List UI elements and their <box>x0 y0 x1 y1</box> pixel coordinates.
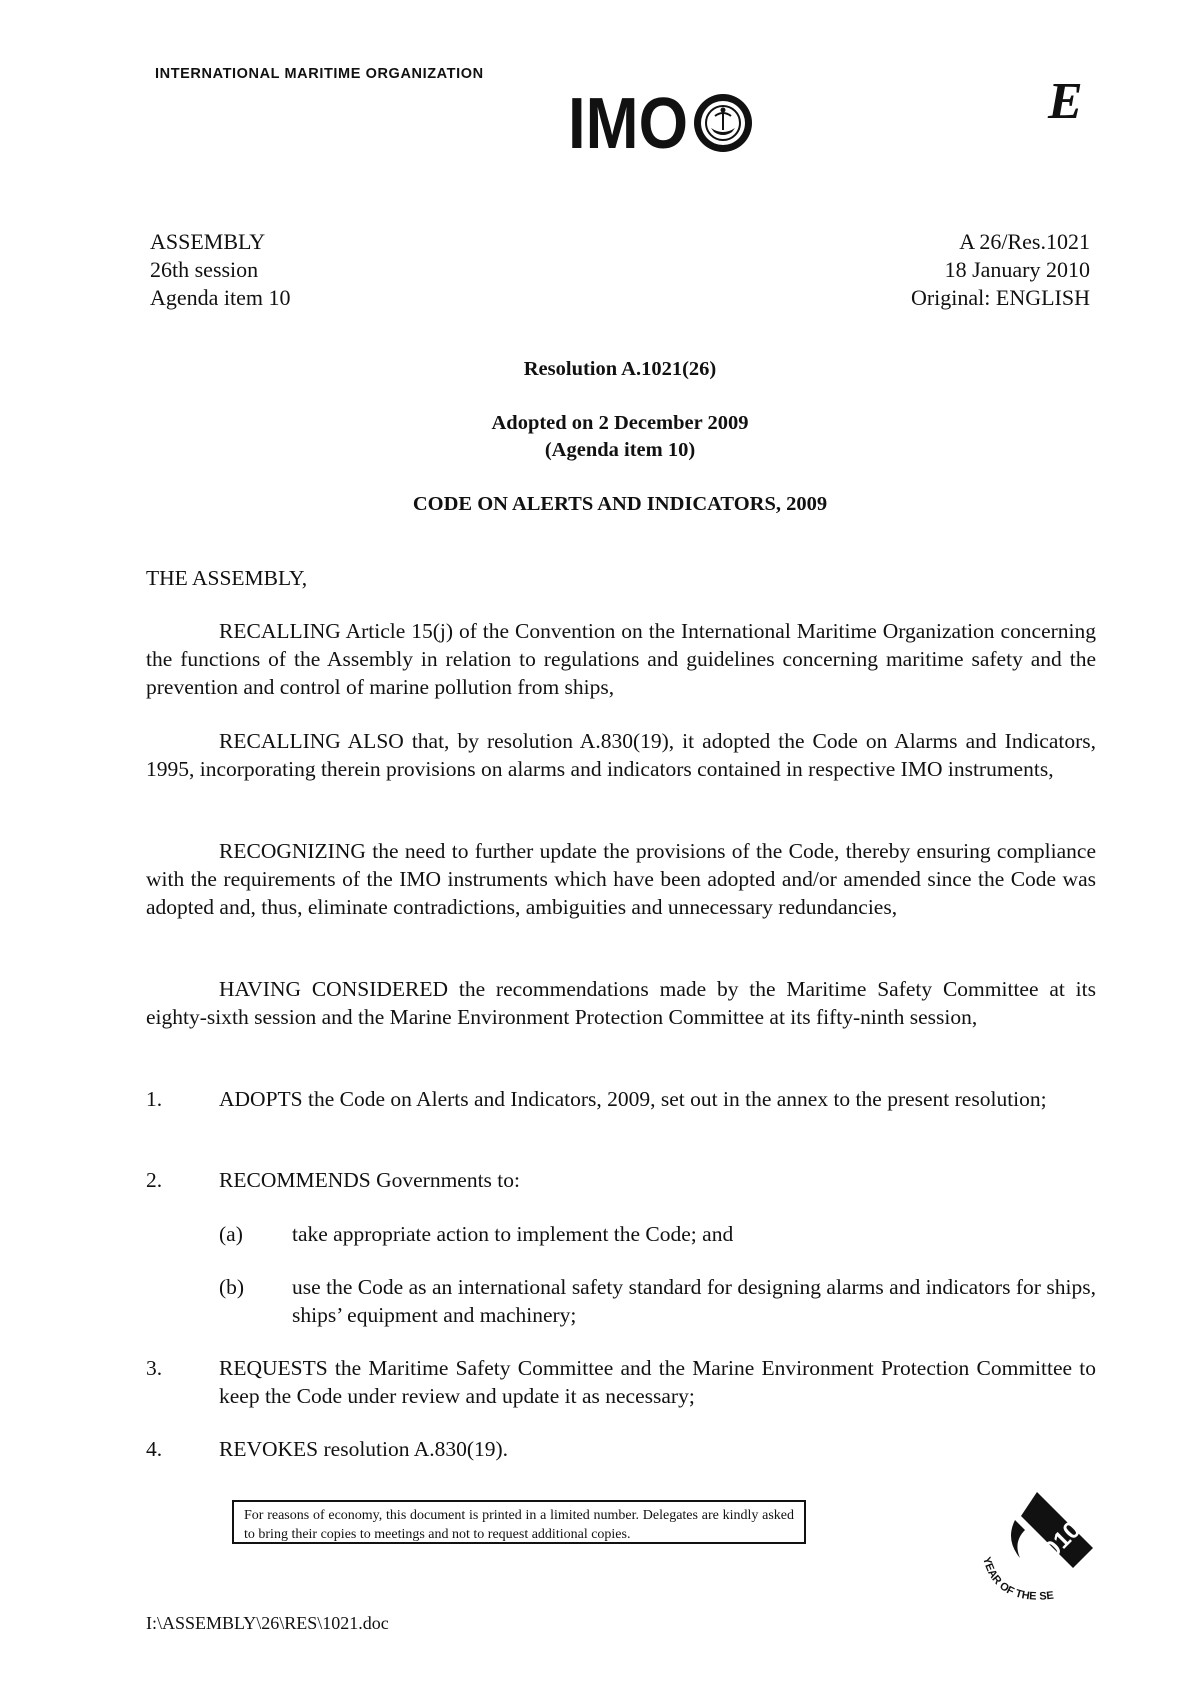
economy-notice: For reasons of economy, this document is printed in a limited number. Delegates are kindly asked to bring their copies to meetings and not to request additional copies. <box>232 1500 806 1544</box>
preamble-paragraph: RECALLING Article 15(j) of the Convention on the International Maritime Organization concerning the functions of the Assembly in relation to regulations and guidelines concerning maritime safety and the prevention and control of marine pollution from ships, <box>146 619 1096 699</box>
paragraph-number: 3. <box>146 1356 163 1380</box>
language-code: E <box>1048 73 1083 130</box>
document-symbol: A 26/Res.1021 <box>959 229 1090 254</box>
preamble-paragraph: HAVING CONSIDERED the recommendations made by the Maritime Safety Committee at its eighty-sixth session and the Marine Environment Protection Committee at its fifty-ninth session, <box>146 977 1096 1029</box>
document-meta-right <box>911 228 1090 312</box>
paragraph-number: 4. <box>146 1437 163 1461</box>
code-title: CODE ON ALERTS AND INDICATORS, 2009 <box>412 493 828 515</box>
imo-logo-icon <box>568 92 758 154</box>
preamble-paragraph: RECOGNIZING the need to further update the provisions of the Code, thereby ensuring compliance with the requirements of the IMO instruments which have been adopted and/or amended since the Code was adopted and, thus, eliminate contradictions, ambiguities and unnecessary redundancies, <box>146 839 1096 919</box>
year-of-seafarer-badge <box>965 1480 1105 1625</box>
adopted-agenda: (Agenda item 10) <box>544 439 696 461</box>
badge-text: YEAR OF THE SE <box>980 1555 1055 1603</box>
preamble-paragraph: RECALLING ALSO that, by resolution A.830(19), it adopted the Code on Alarms and Indicators, 1995, incorporating therein provisions on alarms and indicators contained in respective IMO instruments, <box>146 729 1096 781</box>
agenda-item: Agenda item 10 <box>150 285 291 310</box>
organization-name: INTERNATIONAL MARITIME ORGANIZATION <box>155 66 484 82</box>
badge-year: 2010 <box>1029 1516 1087 1574</box>
adopted-date: Adopted on 2 December 2009 <box>491 412 749 434</box>
paragraph-text: RECOMMENDS Governments to: <box>219 1168 520 1192</box>
paragraph-number: 2. <box>146 1168 163 1192</box>
paragraph-text: ADOPTS the Code on Alerts and Indicators, 2009, set out in the annex to the present resolution; <box>219 1087 1047 1111</box>
paragraph-text: REQUESTS the Maritime Safety Committee and the Marine Environment Protection Committee to keep the Code under review and update it as necessary; <box>219 1356 1096 1408</box>
operative-paragraph <box>146 1354 1096 1410</box>
document-date: 18 January 2010 <box>944 257 1090 282</box>
sub-item-label: (b) <box>219 1275 245 1299</box>
sub-item <box>219 1220 1096 1248</box>
original-language: Original: ENGLISH <box>910 285 1090 310</box>
document-meta-left <box>150 228 291 312</box>
imo-logo <box>568 92 758 159</box>
paragraph-number: 1. <box>146 1087 163 1111</box>
imo-logo-text: IMO <box>568 92 688 154</box>
sub-item-text: take appropriate action to implement the Code; and <box>292 1222 734 1246</box>
seafarer-badge-icon <box>965 1480 1105 1620</box>
body-name: ASSEMBLY <box>150 229 266 254</box>
operative-paragraph <box>146 1166 1096 1194</box>
sub-item-text: use the Code as an international safety standard for designing alarms and indicators for ships, ships’ equipment and machinery; <box>292 1275 1096 1327</box>
sub-item <box>219 1273 1096 1329</box>
resolution-title: Resolution A.1021(26) <box>523 358 717 380</box>
paragraph-text: REVOKES resolution A.830(19). <box>219 1437 509 1461</box>
file-path: I:\ASSEMBLY\26\RES\1021.doc <box>146 1613 389 1633</box>
operative-paragraph <box>146 1085 1096 1113</box>
sub-item-label: (a) <box>219 1222 243 1246</box>
operative-paragraph <box>146 1435 1096 1463</box>
session: 26th session <box>150 257 259 282</box>
assembly-heading: THE ASSEMBLY, <box>146 566 308 590</box>
